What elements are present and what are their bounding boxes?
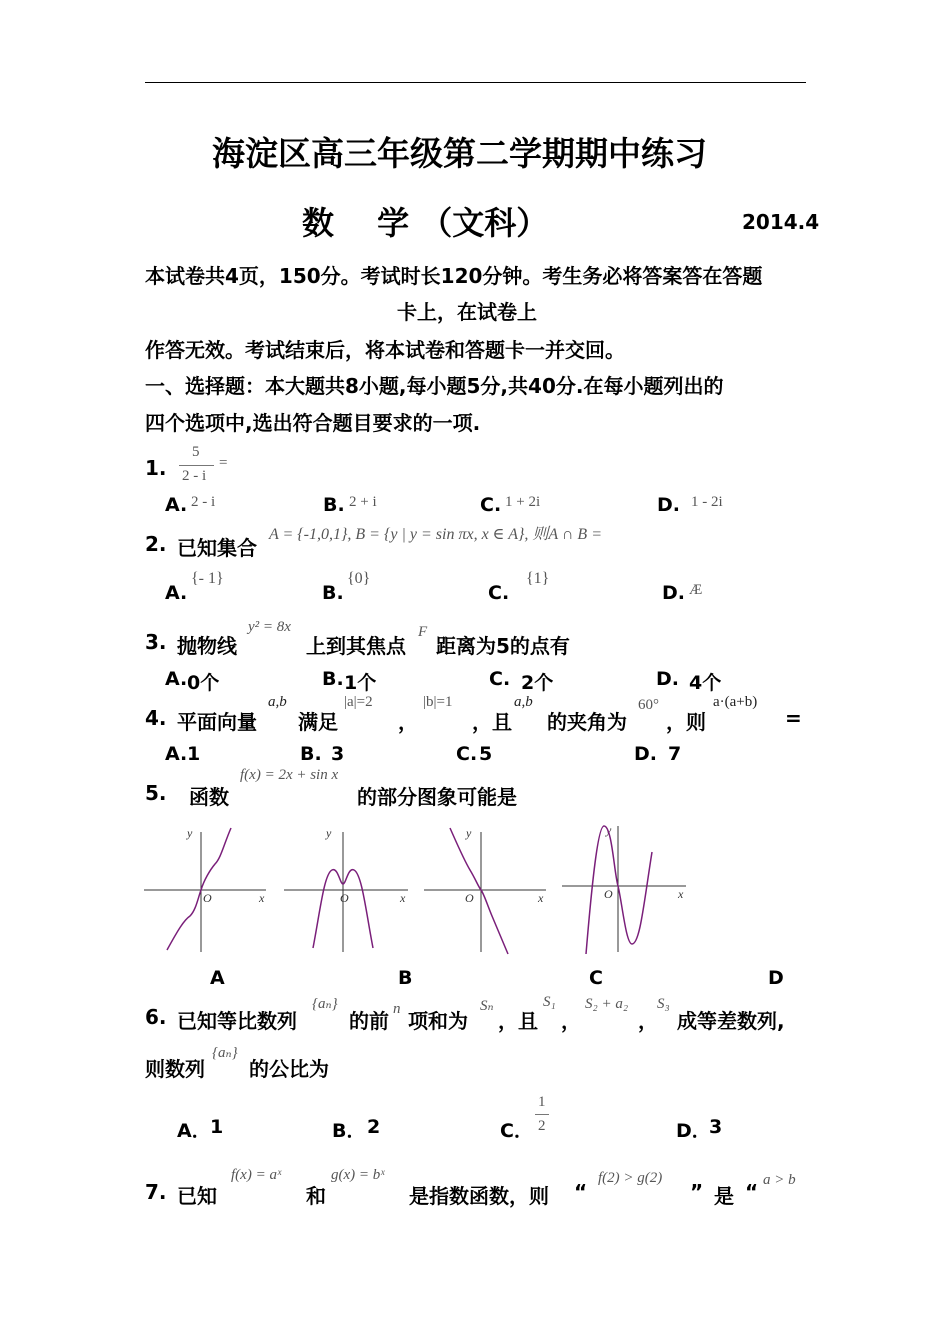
- q3-option-a-value: 0个: [187, 672, 220, 694]
- q2-option-d-label: D.: [662, 582, 685, 604]
- page-subtitle: 数 学 （文科）: [302, 204, 549, 242]
- graph-d-y-label: y: [606, 823, 612, 837]
- exam-date: 2014.4: [742, 210, 820, 234]
- graph-d-x-label: x: [678, 887, 684, 901]
- q6-text-b: 的前: [349, 1009, 389, 1033]
- q6-line2-math: {aₙ}: [212, 1045, 238, 1061]
- q1-equals: =: [219, 455, 228, 471]
- q1-option-d-label: D.: [657, 494, 680, 516]
- q6-math-f: S₃: [657, 996, 670, 1012]
- q1-frac-bar: [179, 465, 214, 466]
- q6-sep1: ，: [561, 1009, 581, 1033]
- q4-option-c-value: 5: [479, 743, 493, 765]
- graph-a-origin: O: [203, 891, 212, 905]
- q6-option-b-value: 2: [367, 1116, 381, 1138]
- q6-math-d: S₁: [543, 994, 556, 1010]
- q2-option-c-label: C.: [488, 582, 510, 604]
- q3-option-c-value: 2个: [521, 672, 554, 694]
- q1-option-c-value: 1 + 2i: [505, 494, 541, 510]
- q4-text-a: 平面向量: [177, 710, 257, 734]
- q3-math-b: F: [418, 624, 428, 640]
- q1-option-a-label: A.: [165, 494, 188, 516]
- q7-text-c: 是指数函数，则: [409, 1184, 549, 1208]
- q3-math-a: y² = 8x: [248, 619, 291, 635]
- q6-math-e: S₂ + a₂: [585, 996, 629, 1012]
- graph-d-curve: [586, 826, 652, 954]
- q6-number: 6.: [145, 1005, 167, 1029]
- q6-math-b: n: [393, 1001, 401, 1017]
- graph-c: [424, 826, 546, 954]
- instructions-line1: 本试卷共4页，150分。考试时长120分钟。考生务必将答案答在答题: [145, 264, 763, 288]
- q2-number: 2.: [145, 532, 167, 556]
- q3-option-d-value: 4个: [689, 672, 722, 694]
- graph-c-y-label: y: [466, 826, 472, 840]
- q1-frac-den: 2 - i: [182, 468, 207, 484]
- q5-option-b-label: B: [398, 967, 413, 989]
- q5-text-a: 函数: [189, 785, 229, 809]
- q4-text-d: 的夹角为: [547, 710, 627, 734]
- q1-number: 1.: [145, 456, 167, 480]
- q6-text-a: 已知等比数列: [177, 1009, 297, 1033]
- q6-line2-text-a: 则数列: [145, 1057, 205, 1081]
- q4-math-c: |b|=1: [423, 694, 453, 710]
- q7-number: 7.: [145, 1180, 167, 1204]
- graph-c-curve: [450, 828, 508, 954]
- q6-math-c: Sₙ: [480, 998, 494, 1014]
- q6-text-e: 成等差数列,: [677, 1009, 785, 1033]
- q7-text-d: 是: [714, 1184, 734, 1208]
- q6-option-d-label: D．: [676, 1120, 711, 1142]
- q4-sep: ，: [398, 710, 418, 734]
- top-rule: [145, 82, 806, 83]
- q4-option-b-label: B.: [300, 743, 322, 765]
- q6-line2-text-b: 的公比为: [249, 1057, 329, 1081]
- q4-math-d: a,b: [514, 694, 533, 710]
- q1-option-a-value: 2 - i: [191, 494, 216, 510]
- q6-math-a: {aₙ}: [312, 996, 338, 1012]
- q4-option-a-value: 1: [187, 743, 201, 765]
- graph-c-x-label: x: [538, 891, 544, 905]
- q4-text-e: ，则: [666, 710, 706, 734]
- graph-b-x-label: x: [400, 891, 406, 905]
- q5-option-c-label: C: [589, 967, 603, 989]
- q2-option-b-label: B.: [322, 582, 344, 604]
- q2-option-d-value: Æ: [689, 582, 703, 598]
- q2-option-a-label: A.: [165, 582, 188, 604]
- q7-math-d: a > b: [763, 1172, 796, 1188]
- q2-text: 已知集合: [177, 536, 257, 560]
- q4-option-a-label: A.: [165, 743, 188, 765]
- q3-number: 3.: [145, 630, 167, 654]
- q6-option-b-label: B．: [332, 1120, 366, 1142]
- q7-quote-open-1: “: [574, 1180, 588, 1204]
- q4-text-c: ，且: [472, 710, 512, 734]
- page-title: 海淀区高三年级第二学期期中练习: [212, 134, 707, 173]
- q4-math-b: |a|=2: [344, 694, 373, 710]
- graph-d: [562, 823, 686, 954]
- q5-option-a-label: A: [210, 967, 225, 989]
- q7-math-b: g(x) = bˣ: [331, 1167, 385, 1183]
- q4-option-c-label: C.: [456, 743, 478, 765]
- q5-math-a: f(x) = 2x + sin x: [240, 767, 339, 783]
- q2-option-b-value: {0}: [347, 570, 371, 587]
- q2-math: A = {-1,0,1}, B = {y | y = sin πx, x ∈ A}, 则A ∩ B =: [269, 526, 603, 543]
- q7-text-b: 和: [306, 1184, 326, 1208]
- q4-text-f: =: [785, 706, 802, 730]
- q1-option-b-label: B.: [323, 494, 345, 516]
- q4-option-d-value: 7: [668, 743, 682, 765]
- q5-number: 5.: [145, 781, 167, 805]
- q7-quote-close-1: ”: [690, 1180, 704, 1204]
- graph-b-y-label: y: [326, 826, 332, 840]
- q7-math-a: f(x) = aˣ: [231, 1167, 282, 1183]
- q3-text-c: 距离为5的点有: [436, 634, 570, 658]
- q3-option-b-label: B.: [322, 668, 344, 690]
- graph-b-origin: O: [340, 891, 349, 905]
- graph-a-curve: [167, 828, 231, 950]
- graph-c-origin: O: [465, 891, 474, 905]
- q4-number: 4.: [145, 706, 167, 730]
- q1-option-b-value: 2 + i: [349, 494, 377, 510]
- q7-quote-open-2: “: [745, 1180, 759, 1204]
- q1-option-d-value: 1 - 2i: [691, 494, 723, 510]
- q2-option-a-value: {- 1}: [191, 570, 224, 587]
- q4-math-f: a·(a+b): [713, 694, 758, 710]
- q6-text-d: ，且: [498, 1009, 538, 1033]
- q4-math-e: 60°: [638, 697, 659, 713]
- q1-frac-num: 5: [192, 444, 200, 460]
- q6-text-c: 项和为: [408, 1009, 468, 1033]
- q6-option-a-label: A．: [177, 1120, 211, 1142]
- q6-option-c-frac-den: 2: [538, 1118, 546, 1134]
- section-heading-line2: 四个选项中,选出符合题目要求的一项.: [145, 411, 481, 435]
- q7-math-c: f(2) > g(2): [598, 1170, 663, 1186]
- q6-option-a-value: 1: [210, 1116, 224, 1138]
- section-heading-line1: 一、选择题：本大题共8小题,每小题5分,共40分.在每小题列出的: [145, 374, 724, 398]
- q6-option-c-label: C．: [500, 1120, 533, 1142]
- q2-option-c-value: {1}: [526, 570, 550, 587]
- q4-math-a: a,b: [268, 694, 287, 710]
- q3-text-a: 抛物线: [177, 634, 237, 658]
- q4-option-b-value: 3: [331, 743, 345, 765]
- q3-option-c-label: C.: [489, 668, 511, 690]
- q6-option-c-frac-num: 1: [538, 1094, 546, 1110]
- q6-option-d-value: 3: [709, 1116, 723, 1138]
- q3-option-a-label: A.: [165, 668, 188, 690]
- graph-d-origin: O: [604, 887, 613, 901]
- graph-a-x-label: x: [259, 891, 265, 905]
- graph-a: [144, 826, 266, 952]
- q5-option-d-label: D: [768, 967, 784, 989]
- q4-text-b: 满足: [298, 710, 338, 734]
- graph-b: [284, 826, 408, 952]
- q5-graphs: [140, 822, 700, 960]
- graph-a-y-label: y: [187, 826, 193, 840]
- q5-text-b: 的部分图象可能是: [357, 785, 517, 809]
- q6-option-c-frac-bar: [535, 1114, 549, 1115]
- q3-option-d-label: D.: [656, 668, 679, 690]
- q3-option-b-value: 1个: [344, 672, 377, 694]
- instructions-line3: 作答无效。考试结束后，将本试卷和答题卡一并交回。: [145, 338, 625, 362]
- instructions-line2: 卡上，在试卷上: [397, 300, 537, 324]
- q1-option-c-label: C.: [480, 494, 502, 516]
- q4-option-d-label: D.: [634, 743, 657, 765]
- q6-sep2: ，: [638, 1009, 658, 1033]
- q7-text-a: 已知: [177, 1184, 217, 1208]
- q3-text-b: 上到其焦点: [306, 634, 406, 658]
